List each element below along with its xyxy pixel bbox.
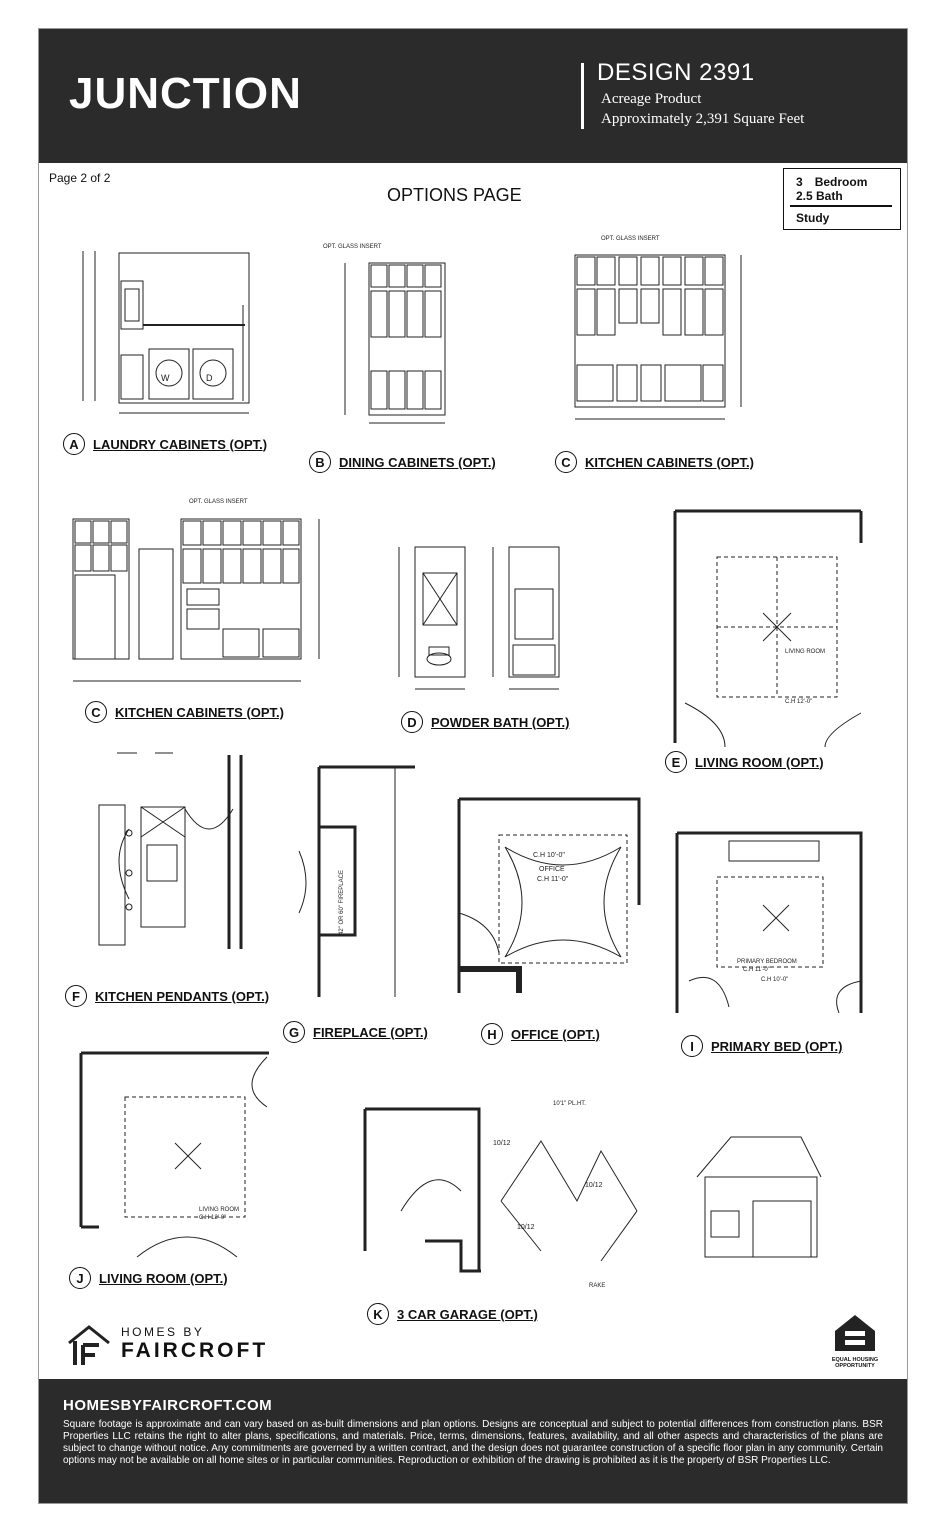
drawing-office (449, 793, 649, 993)
product-type: Acreage Product (601, 91, 702, 107)
option-label: LIVING ROOM (OPT.) (695, 754, 824, 770)
rake-label: RAKE (589, 1283, 606, 1289)
extra-spec: Study (796, 211, 830, 225)
option-letter-badge: D (401, 711, 423, 733)
option-letter-badge: F (65, 985, 87, 1007)
equal-housing-icon (832, 1311, 878, 1355)
drawing-kitchen-cabinets-2 (49, 495, 349, 695)
logo-text-brand: FAIRCROFT (121, 1339, 269, 1362)
drawing-laundry-cabinets (69, 245, 269, 421)
logo-text-top: HOMES BY (121, 1325, 205, 1339)
drawing-garage (361, 1091, 831, 1301)
washer-label: W (161, 373, 170, 383)
roof-slope-3: 10/12 (517, 1224, 535, 1231)
primary-ch-10: C.H 10'-0" (761, 977, 789, 983)
option-letter-badge: E (665, 751, 687, 773)
option-label: 3 CAR GARAGE (OPT.) (397, 1306, 538, 1322)
drawing-kitchen-pendants (89, 749, 269, 989)
page-number: Page 2 of 2 (49, 171, 111, 185)
option-label: OFFICE (OPT.) (511, 1026, 600, 1042)
design-number: DESIGN 2391 (597, 59, 755, 86)
caption-j (69, 1267, 228, 1289)
option-label: KITCHEN PENDANTS (OPT.) (95, 988, 270, 1004)
roof-slope-1: 10/12 (493, 1140, 511, 1147)
plan-name: JUNCTION (69, 69, 302, 118)
option-label: PRIMARY BED (OPT.) (711, 1038, 843, 1054)
option-letter-badge: G (283, 1021, 305, 1043)
caption-c-bottom (85, 701, 284, 723)
drawing-kitchen-cabinets-1 (557, 231, 761, 431)
caption-c-top (555, 451, 754, 473)
primary-bedroom-label: PRIMARY BEDROOM (737, 959, 797, 965)
website-link[interactable]: HOMESBYFAIRCROFT.COM (63, 1397, 273, 1414)
option-letter-badge: A (63, 433, 85, 455)
glass-insert-note-c2: OPT. GLASS INSERT (189, 499, 248, 505)
option-label: FIREPLACE (OPT.) (313, 1024, 428, 1040)
ceiling-height-label-j: C.H 12'-0" (199, 1215, 227, 1221)
ceiling-height-label-e: C.H 12'-0" (785, 699, 813, 705)
caption-a (63, 433, 267, 455)
caption-d (401, 711, 569, 733)
page-title: OPTIONS PAGE (387, 185, 522, 205)
option-letter-badge: J (69, 1267, 91, 1289)
option-letter-badge: C (85, 701, 107, 723)
option-label: KITCHEN CABINETS (OPT.) (115, 704, 284, 720)
drawing-living-room-e (665, 503, 865, 753)
dryer-label: D (206, 373, 213, 383)
drawing-dining-cabinets (321, 239, 461, 433)
drawing-living-room-j (77, 1047, 277, 1267)
option-letter-badge: I (681, 1035, 703, 1057)
option-label: LIVING ROOM (OPT.) (99, 1270, 228, 1286)
option-label: KITCHEN CABINETS (OPT.) (585, 454, 754, 470)
option-letter-badge: H (481, 1023, 503, 1045)
bedroom-count: 3 (796, 175, 803, 189)
office-ch-inner: C.H 11'-0" (537, 876, 569, 883)
page-header (39, 29, 907, 163)
glass-insert-note-c1: OPT. GLASS INSERT (601, 236, 660, 242)
plate-height-label: 10'1" PL.HT. (553, 1101, 586, 1107)
bedroom-label: Bedroom (814, 175, 868, 189)
living-room-label-j: LIVING ROOM (199, 1207, 240, 1213)
living-room-label-e: LIVING ROOM (785, 649, 826, 655)
caption-b (309, 451, 496, 473)
caption-i (681, 1035, 842, 1057)
roof-slope-2: 10/12 (585, 1182, 603, 1189)
caption-k (367, 1303, 538, 1325)
legal-disclaimer: Square footage is approximate and can vary based on as-built dimensions and plan options. Designs are conceptual and subject to potential differences from construction plans. BSR Properties LLC retains the right to alter plans, specifications, and materials. Price, terms, dimensions, features, availability, and all other aspects and characteristics of the plans are subject to change without notice. Any commitments are governed by a written contract, and the design does not guarantee construction of a specific floor plan in any community. Certain options may not be available on all home sites or in particular communities. Reproduction or exhibition of the drawing is prohibited as it is the property of BSR Properties LLC. (63, 1419, 883, 1466)
options-sheet (38, 28, 908, 1504)
square-footage: Approximately 2,391 Square Feet (601, 111, 805, 127)
caption-f (65, 985, 269, 1007)
option-label: POWDER BATH (OPT.) (431, 714, 570, 730)
specs-box (783, 168, 901, 230)
bedroom-spec (796, 175, 879, 189)
caption-e (665, 751, 824, 773)
primary-ch-11: C.H 11'-0" (743, 967, 770, 973)
page-footer (39, 1379, 907, 1503)
bath-spec: 2.5 Bath (796, 189, 843, 203)
option-letter-badge: C (555, 451, 577, 473)
option-letter-badge: B (309, 451, 331, 473)
drawing-powder-bath (385, 499, 585, 699)
equal-housing-caption: EQUAL HOUSING OPPORTUNITY (831, 1357, 879, 1369)
drawing-fireplace (295, 763, 425, 1003)
glass-insert-note-b: OPT. GLASS INSERT (323, 244, 382, 250)
option-label: DINING CABINETS (OPT.) (339, 454, 496, 470)
option-letter-badge: K (367, 1303, 389, 1325)
header-divider (581, 63, 584, 129)
drawing-primary-bed (669, 827, 869, 1017)
house-logo-icon (65, 1321, 113, 1369)
caption-h (481, 1023, 600, 1045)
office-ch-outer: C.H 10'-0" (533, 852, 565, 859)
specs-divider (790, 205, 892, 207)
faircroft-logo (65, 1321, 269, 1371)
option-label: LAUNDRY CABINETS (OPT.) (93, 436, 268, 452)
fireplace-label: 42" OR 60" FIREPLACE (339, 870, 345, 935)
office-label: OFFICE (539, 866, 565, 873)
equal-housing-badge (825, 1311, 885, 1371)
caption-g (283, 1021, 428, 1043)
